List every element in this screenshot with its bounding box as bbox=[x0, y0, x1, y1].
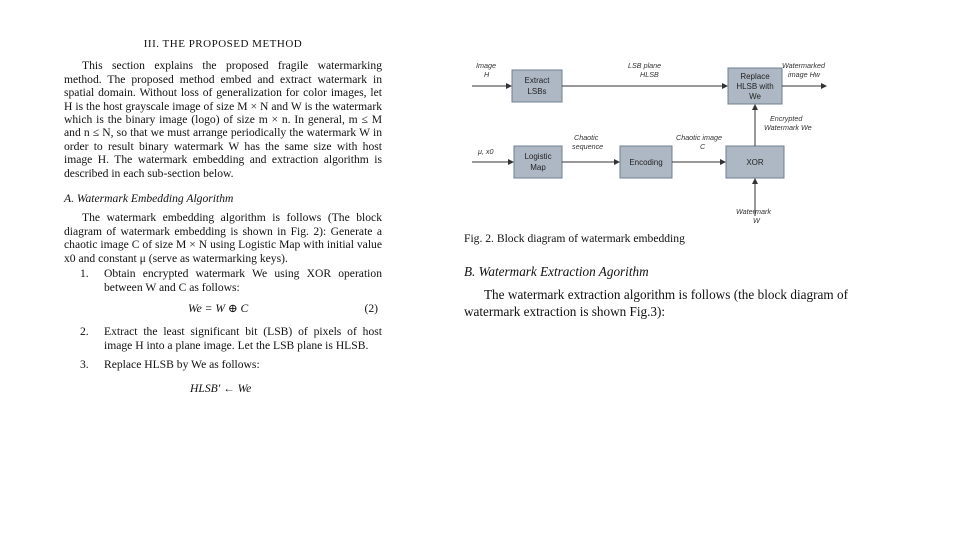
step-1 bbox=[64, 267, 382, 315]
chaotic-image-label-1: Chaotic image bbox=[676, 133, 722, 142]
watermarked-label-1: Watermarked bbox=[782, 61, 826, 70]
equation-2 bbox=[188, 302, 378, 315]
replace-block-line1: Replace bbox=[740, 72, 770, 81]
watermarked-label-2: image Hw bbox=[788, 70, 820, 79]
step-1-text: Obtain encrypted watermark We using XOR operation between W and C as follows: bbox=[104, 267, 382, 294]
step-2 bbox=[64, 325, 382, 352]
chaotic-sequence-label-2: sequence bbox=[572, 142, 604, 151]
step-3-text: Replace HLSB by We as follows: bbox=[104, 358, 260, 372]
figure-caption: Fig. 2. Block diagram of watermark embedding bbox=[464, 232, 685, 245]
chaotic-sequence-label-1: Chaotic bbox=[574, 133, 599, 142]
chaotic-image-label-2: C bbox=[700, 142, 706, 151]
encoding-block-label: Encoding bbox=[629, 158, 663, 167]
lsb-plane-label-1: LSB plane bbox=[628, 61, 662, 70]
extraction-intro-paragraph: The watermark extraction algorithm is follows (the block diagram of watermark extraction is shown Fig.3): bbox=[464, 287, 848, 319]
watermark-w-label-1: Watermark bbox=[736, 207, 772, 216]
step-2-number: 2. bbox=[80, 325, 89, 339]
step-3 bbox=[64, 358, 382, 395]
embedding-block-diagram bbox=[464, 40, 856, 234]
equation-2-body: We = W ⊕ C bbox=[188, 301, 249, 315]
step-2-text: Extract the least significant bit (LSB) of pixels of host image H into a plane image. Let the LSB plane is HLSB. bbox=[104, 325, 382, 352]
subsection-a-title: A. Watermark Embedding Algorithm bbox=[64, 192, 234, 206]
embedding-intro-paragraph: The watermark embedding algorithm is follows (The block diagram of watermark embedding is shown in Fig. 2): Generate a chaotic image C of size M × N using Logistic Map with initial value x0 and constant μ (serve as watermarking keys). bbox=[64, 211, 382, 265]
step-3-number: 3. bbox=[80, 358, 89, 372]
extract-lsbs-block bbox=[512, 70, 562, 102]
image-h-label-1: Image bbox=[476, 61, 496, 70]
left-column bbox=[64, 38, 382, 401]
replace-block-line2: HLSB with bbox=[736, 82, 774, 91]
encrypted-label-2: Watermark We bbox=[764, 123, 812, 132]
extract-block-line2: LSBs bbox=[527, 87, 547, 96]
step-1-number: 1. bbox=[80, 267, 89, 281]
logistic-map-block bbox=[514, 146, 562, 178]
equation-hlsb: HLSB' ← We bbox=[190, 381, 252, 395]
encrypted-label-1: Encrypted bbox=[770, 114, 803, 123]
xor-block-label: XOR bbox=[746, 158, 764, 167]
intro-paragraph: This section explains the proposed fragile watermarking method. The proposed method embed and extract watermark in spatial domain. Without loss of generalization for color images, let H is the host grayscale image of size M × N and W is the watermark which is the binary image (logo) of size m × n. In general, m ≤ M and n ≤ N, so that we must arrange periodically the watermark W in order to result binary watermark W has the same size with host image H. The watermark embedding and extraction algorithm is described in each sub-section below. bbox=[64, 59, 382, 180]
equation-2-number: (2) bbox=[364, 301, 378, 315]
section-title: III. THE PROPOSED METHOD bbox=[143, 38, 303, 50]
extract-block-line1: Extract bbox=[524, 76, 550, 85]
keys-label: μ, x0 bbox=[478, 147, 494, 156]
watermark-w-label-2: W bbox=[753, 216, 760, 225]
lsb-plane-label-2: HLSB bbox=[640, 70, 659, 79]
logistic-block-line2: Map bbox=[530, 163, 546, 172]
image-h-label-2: H bbox=[484, 70, 490, 79]
logistic-block-line1: Logistic bbox=[524, 152, 552, 161]
subsection-b-title: B. Watermark Extraction Agorithm bbox=[464, 264, 649, 279]
embedding-steps bbox=[64, 267, 382, 395]
replace-block-line3: We bbox=[749, 92, 761, 101]
